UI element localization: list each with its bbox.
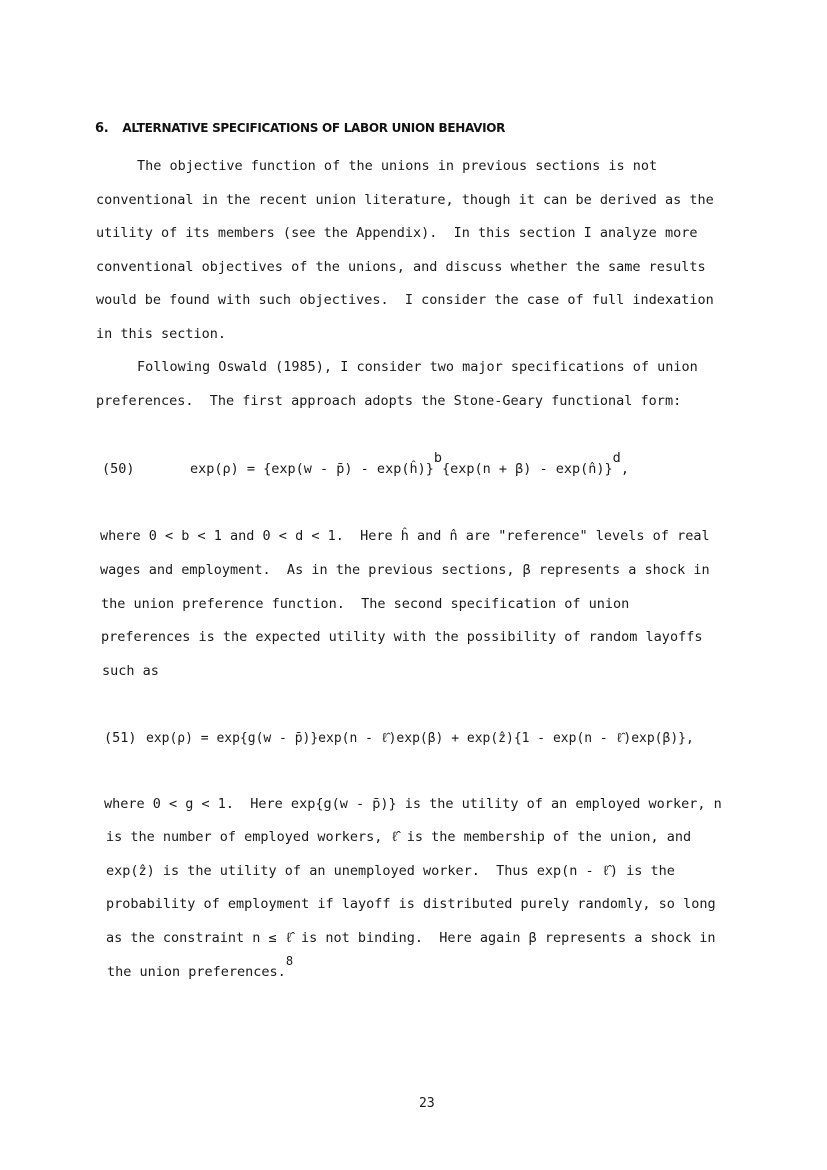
paragraph-line: the union preference function. The second specification of union <box>101 596 630 612</box>
paragraph-line: probability of employment if layoff is distributed purely randomly, so long <box>106 896 716 912</box>
paragraph-line <box>107 954 294 980</box>
exponent-d: d <box>612 450 621 466</box>
paragraph-line: as the constraint n ≤ ℓ̂ is not binding. Here again β represents a shock in <box>106 930 716 946</box>
equation-50-part2: {exp(n + β) - exp(n̂)} <box>441 461 613 477</box>
section-title: ALTERNATIVE SPECIFICATIONS OF LABOR UNION BEHAVIOR <box>122 121 506 135</box>
paragraph-line: Following Oswald (1985), I consider two major specifications of union <box>137 359 698 375</box>
footnote-marker: 8 <box>285 954 294 968</box>
paragraph-line: is the number of employed workers, ℓ̂ is the membership of the union, and <box>106 829 692 845</box>
paragraph-line: wages and employment. As in the previous sections, β represents a shock in <box>100 562 710 578</box>
paragraph-line: would be found with such objectives. I consider the case of full indexation <box>96 292 714 308</box>
equation-50-end: , <box>620 461 629 477</box>
equation-51: exp(ρ) = exp{g(w - p̄)}exp(n - ℓ̂)exp(β) + exp(ẑ){1 - exp(n - ℓ̂)exp(β)}, <box>146 731 694 746</box>
page-number: 23 <box>419 1096 435 1111</box>
equation-50-part1: exp(ρ) = {exp(w - p̄) - exp(ĥ)} <box>190 461 434 477</box>
exponent-b: b <box>433 450 442 466</box>
paragraph-line: preferences is the expected utility with the possibility of random layoffs <box>101 629 703 645</box>
paragraph-line: in this section. <box>96 326 227 342</box>
paragraph-last-line: the union preferences. <box>107 964 286 980</box>
equation-51-label: (51) <box>104 730 137 746</box>
paragraph-line: conventional in the recent union literature, though it can be derived as the <box>96 192 714 208</box>
equation-50 <box>190 450 629 477</box>
paragraph-line: preferences. The first approach adopts the Stone-Geary functional form: <box>96 393 682 409</box>
paragraph-line: conventional objectives of the unions, and discuss whether the same results <box>96 259 706 275</box>
paragraph-line: such as <box>102 663 159 679</box>
paragraph-line: exp(ẑ) is the utility of an unemployed worker. Thus exp(n - ℓ̂) is the <box>106 863 675 879</box>
section-number: 6. <box>95 121 109 136</box>
section-heading <box>95 121 505 136</box>
paragraph-line: where 0 < b < 1 and 0 < d < 1. Here ĥ and n̂ are "reference" levels of real <box>100 528 710 544</box>
paragraph-line: utility of its members (see the Appendix). In this section I analyze more <box>96 225 698 241</box>
equation-50-label: (50) <box>102 461 135 477</box>
paragraph-line: where 0 < g < 1. Here exp{g(w - p̄)} is the utility of an employed worker, n <box>104 796 722 812</box>
paragraph-line: The objective function of the unions in previous sections is not <box>137 158 658 174</box>
